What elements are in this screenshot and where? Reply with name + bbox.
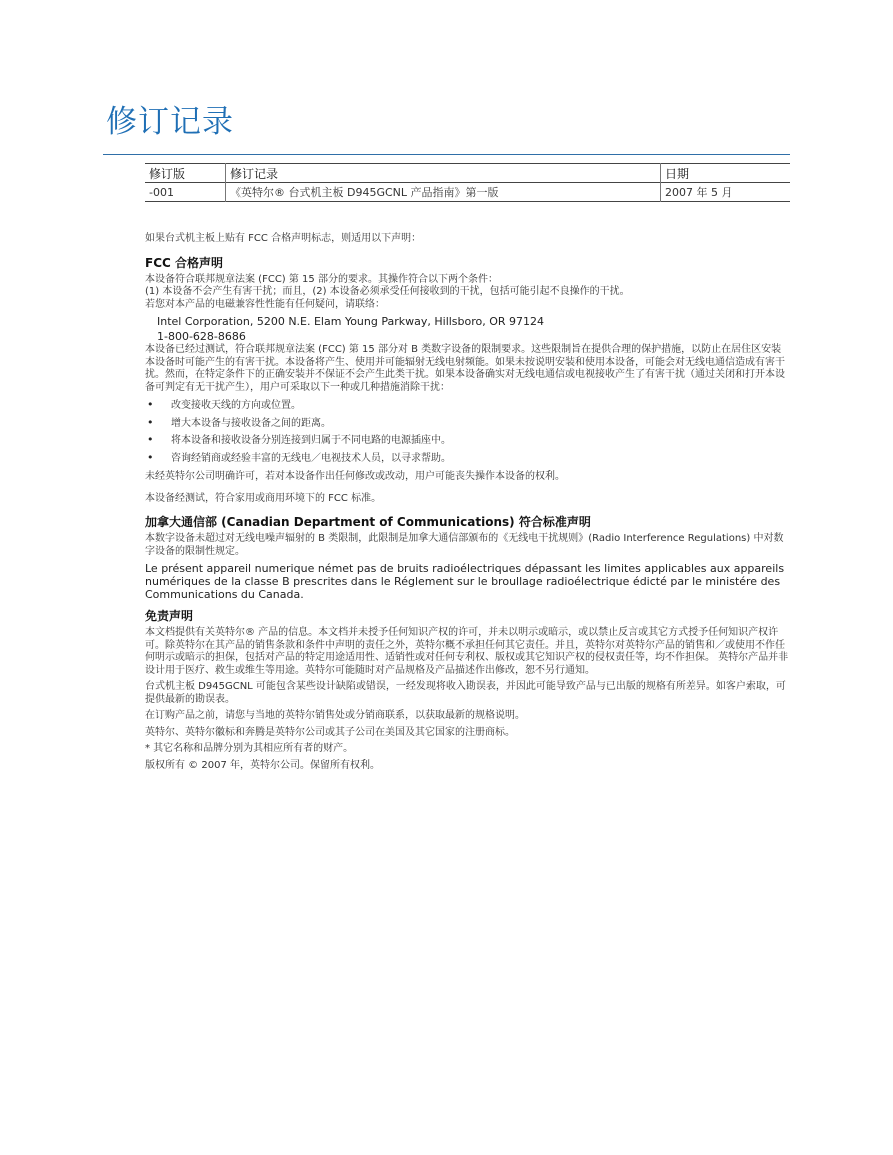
fcc-paragraph-3: 若您对本产品的电磁兼容性性能有任何疑问，请联络： — [145, 298, 385, 310]
fcc-paragraph-4: 本设备已经过测试，符合联邦规章法案 (FCC) 第 15 部分对 B 类数字设备的限制要求。这些限制旨在提供合理的保护措施，以防止在居住区安装本设备时可能产生的有害干扰。本设备将产生、使用并可能辐射无线电射频能。如果未按说明安装和使用本设备，可能会对无线电通信造成有害干扰。然而，在特定条件下的正确安装并不保证不会产生此类干扰。如果本设备确实对无线电通信或电视接收产生了有害干扰（通过关闭和打开本设备可判定有无干扰产生），用户可采取以下一种或几种措施消除干扰： — [145, 344, 785, 393]
table-row — [145, 183, 790, 202]
disclaimer-paragraph-5: * 其它名称和品牌分别为其相应所有者的财产。 — [145, 743, 354, 754]
disclaimer-paragraph-4: 英特尔、英特尔徽标和奔腾是英特尔公司或其子公司在美国及其它国家的注册商标。 — [145, 726, 515, 738]
fcc-phone: 1-800-628-8686 — [157, 329, 246, 343]
fcc-heading: FCC 合格声明 — [145, 255, 223, 270]
list-item: • 改变接收天线的方向或位置。 — [145, 400, 790, 413]
fcc-address: Intel Corporation, 5200 N.E. Elam Young Parkway, Hillsboro, OR 97124 — [157, 315, 545, 328]
canada-heading: 加拿大通信部 (Canadian Department of Communications) 符合标准声明 — [145, 515, 591, 529]
disclaimer-heading: 免责声明 — [145, 609, 194, 623]
cell-description: 《英特尔® 台式机主板 D945GCNL 产品指南》第一版 — [226, 183, 661, 202]
disclaimer-paragraph-1: 本文档提供有关英特尔® 产品的信息。本文档并未授予任何知识产权的许可，并未以明示或暗示，或以禁止反言或其它方式授予任何知识产权许可。除英特尔在其产品的销售条款和条件中声明的责任之外，英特尔概不承担任何其它责任。并且，英特尔对英特尔产品的销售和／或使用不作任何明示或暗示的担保，包括对产品的特定用途适用性、适销性或对任何专利权、版权或其它知识产权的侵权责任等，均不作担保。 英特尔产品并非设计用于医疗、救生或维生等用途。英特尔可能随时对产品规格及产品描述作出修改，恕不另行通知。 — [145, 627, 789, 676]
list-item: • 将本设备和接收设备分别连接到归属于不同电路的电源插座中。 — [145, 435, 790, 448]
intro-text: 如果台式机主板上贴有 FCC 合格声明标志，则适用以下声明： — [145, 233, 422, 244]
fcc-paragraph-2: (1) 本设备不会产生有害干扰；而且，(2) 本设备必须承受任何接收到的干扰，包括可能引起不良操作的干扰。 — [145, 286, 630, 297]
list-item: • 咨询经销商或经验丰富的无线电／电视技术人员，以寻求帮助。 — [145, 453, 790, 466]
copyright-text: 版权所有 © 2007 年，英特尔公司。保留所有权利。 — [145, 759, 380, 771]
page-title: 修订记录 — [106, 104, 234, 140]
disclaimer-paragraph-3: 在订购产品之前，请您与当地的英特尔销售处或分销商联系，以获取最新的规格说明。 — [145, 710, 525, 721]
list-item: • 增大本设备与接收设备之间的距离。 — [145, 418, 790, 431]
title-divider — [103, 154, 790, 155]
fcc-paragraph-5: 未经英特尔公司明确许可，若对本设备作出任何修改或改动，用户可能丧失操作本设备的权利。 — [145, 471, 565, 482]
body-content — [145, 233, 790, 772]
header-description: 修订记录 — [226, 164, 661, 183]
canada-paragraph-1: 本数字设备未超过对无线电噪声辐射的 B 类限制，此限制是加拿大通信部颁布的《无线电干扰规则》(Radio Interference Regulations) 中对数字设备的限制性规定。 — [145, 533, 784, 557]
fcc-paragraph-1: 本设备符合联邦规章法案 (FCC) 第 15 部分的要求。其操作符合以下两个条件： — [145, 273, 498, 285]
table-header-row — [145, 164, 790, 183]
cell-version: -001 — [145, 183, 226, 202]
fcc-measures-list — [145, 400, 790, 465]
revision-table — [145, 163, 790, 202]
fcc-paragraph-6: 本设备经测试，符合家用或商用环境下的 FCC 标准。 — [145, 492, 382, 504]
canada-paragraph-french: Le présent appareil numerique német pas de bruits radioélectriques dépassant les limites applicables aux appareils numériques de la classe B prescrites dans le Réglement sur le broullage radioélectrique édicté par le ministére des Communications du Canada. — [145, 562, 785, 601]
header-version: 修订版 — [145, 164, 226, 183]
header-date: 日期 — [665, 166, 690, 181]
disclaimer-paragraph-2: 台式机主板 D945GCNL 可能包含某些设计缺陷或错误，一经发现将收入勘误表，并因此可能导致产品与已出版的规格有所差异。如客户索取，可提供最新的勘误表。 — [145, 681, 786, 705]
cell-date: 2007 年 5 月 — [665, 186, 733, 199]
